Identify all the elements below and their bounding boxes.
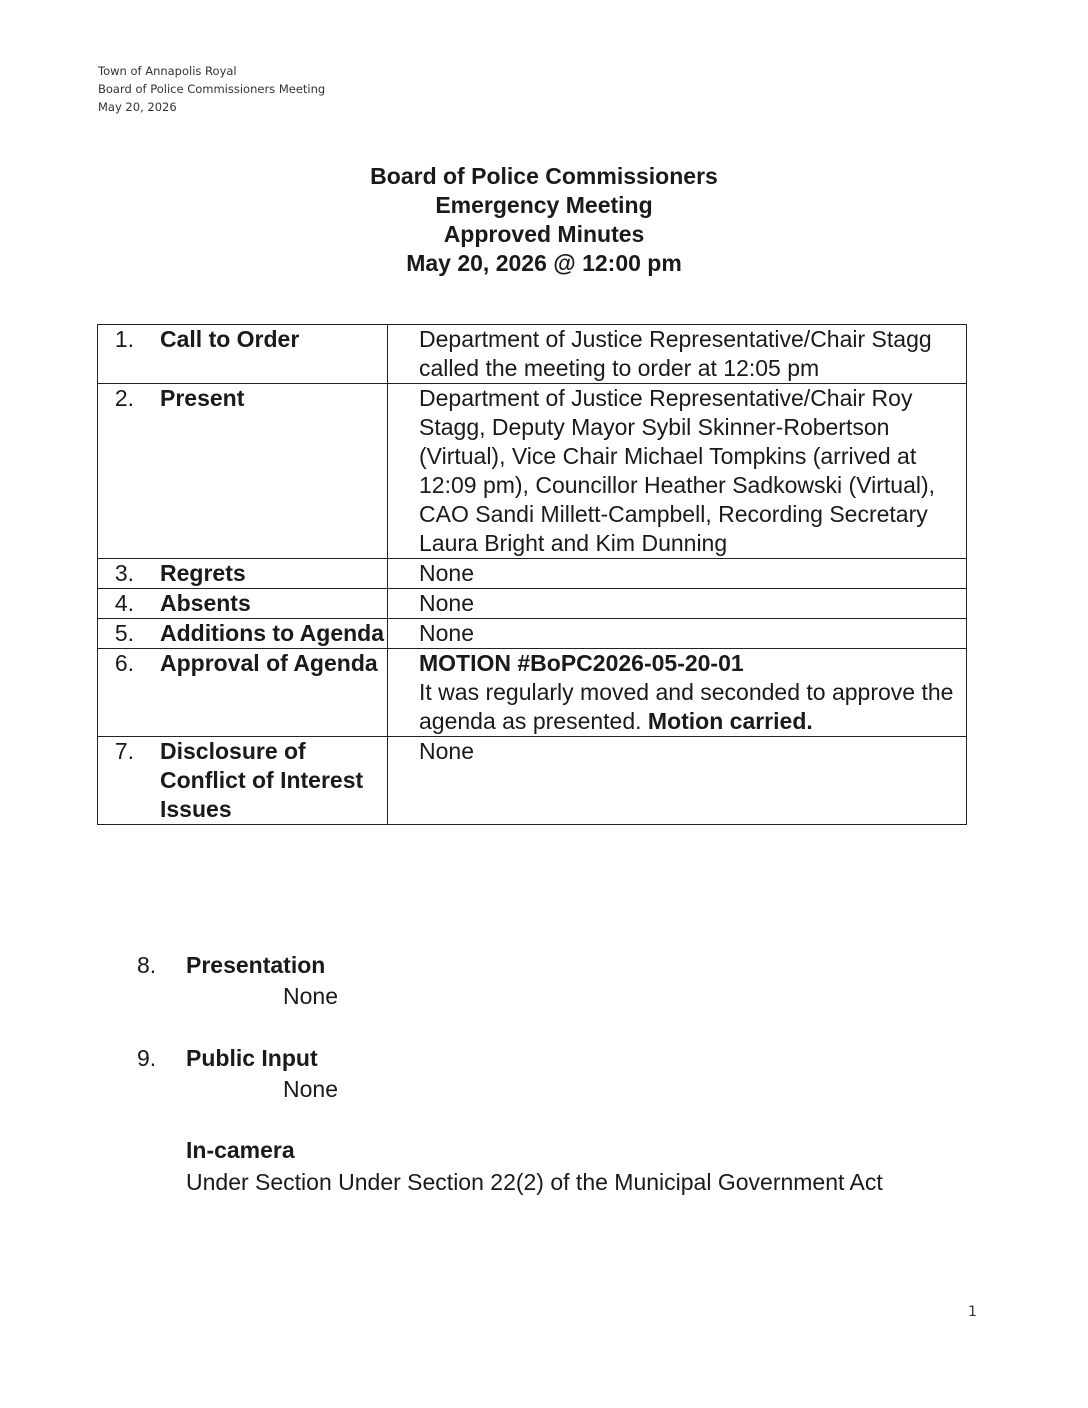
- header-town: Town of Annapolis Royal: [98, 64, 237, 78]
- item-number: 1.: [114, 326, 134, 352]
- section-number: 9.: [137, 1045, 157, 1071]
- item-title: Disclosure of Conflict of Interest Issues: [160, 738, 364, 822]
- section-title: Presentation: [186, 952, 326, 978]
- table-row: [98, 384, 967, 559]
- agenda-item-cell: [98, 325, 388, 384]
- section-number: 8.: [137, 952, 157, 978]
- agenda-item-cell: [98, 619, 388, 649]
- header-date: May 20, 2026: [98, 100, 177, 114]
- item-detail: It was regularly moved and seconded to approve the agenda as presented.: [419, 679, 954, 734]
- agenda-detail-cell: [388, 649, 967, 737]
- page-header: [98, 62, 325, 116]
- agenda-detail-cell: [388, 384, 967, 559]
- agenda-item-cell: [98, 589, 388, 619]
- table-row: [98, 737, 967, 825]
- item-detail: Department of Justice Representative/Chair Roy Stagg, Deputy Mayor Sybil Skinner-Robertson (Virtual), Vice Chair Michael Tompkins (arrived at 12:09 pm), Councillor Heather Sadkowski (Virtual), CAO Sandi Millett-Campbell, Recording Secretary Laura Bright and Kim Dunning: [419, 385, 936, 556]
- incamera-title: In-camera: [186, 1137, 295, 1163]
- item-number: 4.: [114, 590, 134, 616]
- title-board: Board of Police Commissioners: [370, 163, 718, 189]
- item-detail: Department of Justice Representative/Chair Stagg called the meeting to order at 12:05 pm: [419, 326, 932, 381]
- item-detail: None: [419, 590, 474, 616]
- item-title: Call to Order: [160, 326, 300, 352]
- motion-number: MOTION #BoPC2026-05-20-01: [419, 650, 744, 676]
- table-row: [98, 325, 967, 384]
- title-date-time: May 20, 2026 @ 12:00 pm: [406, 250, 682, 276]
- item-number: 7.: [114, 738, 134, 764]
- agenda-detail-cell: [388, 737, 967, 825]
- header-meeting: Board of Police Commissioners Meeting: [98, 82, 326, 96]
- item-number: 6.: [114, 650, 134, 676]
- table-row: [98, 649, 967, 737]
- motion-result: Motion carried.: [647, 708, 813, 734]
- agenda-item-cell: [98, 737, 388, 825]
- item-title: Additions to Agenda: [160, 620, 385, 646]
- page-number: 1: [968, 1304, 977, 1320]
- section-body: None: [283, 983, 338, 1009]
- item-number: 2.: [114, 385, 134, 411]
- item-number: 3.: [114, 560, 134, 586]
- item-number: 5.: [114, 620, 134, 646]
- agenda-detail-cell: [388, 619, 967, 649]
- table-row: [98, 559, 967, 589]
- agenda-detail-cell: [388, 325, 967, 384]
- agenda-detail-cell: [388, 589, 967, 619]
- agenda-item-cell: [98, 559, 388, 589]
- title-minutes-status: Approved Minutes: [443, 221, 645, 247]
- agenda-item-cell: [98, 384, 388, 559]
- item-detail: None: [419, 560, 474, 586]
- agenda-item-cell: [98, 649, 388, 737]
- item-title: Regrets: [160, 560, 246, 586]
- table-row: [98, 589, 967, 619]
- title-meeting-type: Emergency Meeting: [435, 192, 653, 218]
- item-title: Present: [160, 385, 245, 411]
- incamera-body: Under Section Under Section 22(2) of the Municipal Government Act: [186, 1169, 883, 1195]
- table-row: [98, 619, 967, 649]
- section-body: None: [283, 1076, 338, 1102]
- item-detail: None: [419, 738, 474, 764]
- document-title: [0, 162, 1088, 278]
- agenda-table: [97, 324, 967, 825]
- item-title: Absents: [160, 590, 251, 616]
- section-title: Public Input: [186, 1045, 318, 1071]
- item-detail: None: [419, 620, 474, 646]
- item-title: Approval of Agenda: [160, 650, 378, 676]
- agenda-detail-cell: [388, 559, 967, 589]
